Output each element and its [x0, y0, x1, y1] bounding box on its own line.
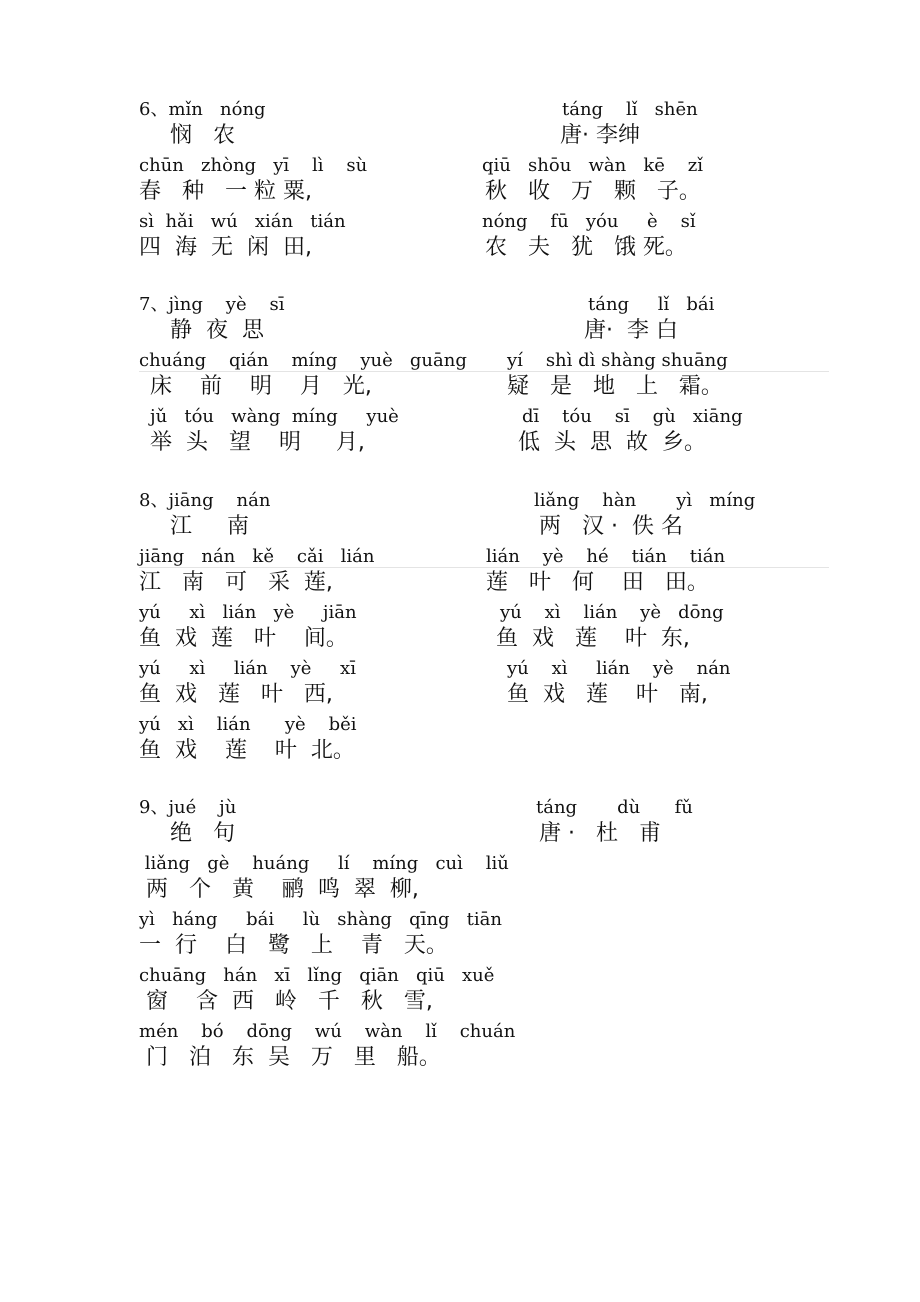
- line-text: 秋 收 万 颗 子。: [485, 179, 701, 204]
- line-text: 低 头 思 故 乡。: [518, 430, 706, 455]
- poem-title: 悯 农: [170, 123, 235, 148]
- line-pinyin: yú xì lián yè xī: [139, 658, 356, 679]
- line-pinyin: mén bó dōng wú wàn lǐ chuán: [139, 1021, 516, 1042]
- line-text: 莲 叶 何 田 田。: [486, 570, 709, 595]
- line-text: 举 头 望 明 月,: [150, 430, 365, 455]
- author-pinyin: liǎng hàn yì míng: [534, 490, 756, 511]
- poem-number-pinyin: 9、jué jù: [139, 797, 237, 818]
- line-text: 鱼 戏 莲 叶 东,: [496, 626, 690, 651]
- line-pinyin: chūn zhòng yī lì sù: [139, 155, 368, 176]
- author-pinyin: táng lǐ bái: [588, 294, 715, 315]
- line-text: 鱼 戏 莲 叶 北。: [139, 738, 355, 763]
- line-text: 四 海 无 闲 田,: [139, 235, 312, 260]
- line-pinyin: lián yè hé tián tián: [486, 546, 726, 567]
- line-text: 鱼 戏 莲 叶 南,: [507, 682, 708, 707]
- poem-number-pinyin: 7、jìng yè sī: [139, 294, 285, 315]
- line-pinyin: chuáng qián míng yuè guāng: [139, 350, 467, 371]
- line-text: 一 行 白 鹭 上 青 天。: [139, 933, 448, 958]
- line-pinyin: sì hǎi wú xián tián: [139, 211, 346, 232]
- author-pinyin: táng lǐ shēn: [562, 99, 698, 120]
- line-pinyin: jiāng nán kě cǎi lián: [139, 546, 375, 567]
- poem-number-pinyin: 8、jiāng nán: [139, 490, 271, 511]
- line-pinyin: yú xì lián yè nán: [507, 658, 731, 679]
- poem-author: 唐· 李 白: [584, 318, 678, 343]
- poem-title: 静 夜 思: [170, 318, 264, 343]
- poem-author: 唐· 李绅: [560, 123, 640, 148]
- divider: [139, 567, 829, 568]
- poem-title: 江 南: [170, 514, 249, 539]
- line-text: 鱼 戏 莲 叶 西,: [139, 682, 333, 707]
- line-text: 疑 是 地 上 霜。: [507, 374, 723, 399]
- line-pinyin: yí shì dì shàng shuāng: [507, 350, 728, 371]
- line-text: 鱼 戏 莲 叶 间。: [139, 626, 348, 651]
- line-pinyin: qiū shōu wàn kē zǐ: [482, 155, 704, 176]
- poem-number-pinyin: 6、mǐn nóng: [139, 99, 266, 120]
- line-pinyin: yú xì lián yè běi: [139, 714, 357, 735]
- poem-author: 唐 · 杜 甫: [539, 821, 661, 846]
- poem-author: 两 汉 · 佚 名: [539, 514, 683, 539]
- line-text: 窗 含 西 岭 千 秋 雪,: [139, 989, 433, 1014]
- line-text: 床 前 明 月 光,: [150, 374, 372, 399]
- line-text: 两 个 黄 鹂 鸣 翠 柳,: [139, 877, 419, 902]
- line-pinyin: yú xì lián yè dōng: [500, 602, 724, 623]
- line-text: 江 南 可 采 莲,: [139, 570, 333, 595]
- author-pinyin: táng dù fǔ: [536, 797, 693, 818]
- line-pinyin: chuāng hán xī lǐng qiān qiū xuě: [139, 965, 495, 986]
- line-pinyin: dī tóu sī gù xiāng: [522, 406, 743, 427]
- line-text: 农 夫 犹 饿 死。: [485, 235, 687, 260]
- line-pinyin: yì háng bái lù shàng qīng tiān: [139, 909, 502, 930]
- divider: [139, 371, 829, 372]
- line-pinyin: jǔ tóu wàng míng yuè: [150, 406, 399, 427]
- line-pinyin: nóng fū yóu è sǐ: [482, 211, 696, 232]
- line-text: 春 种 一 粒 粟,: [139, 179, 312, 204]
- line-pinyin: yú xì lián yè jiān: [139, 602, 357, 623]
- line-pinyin: liǎng gè huáng lí míng cuì liǔ: [139, 853, 509, 874]
- poem-title: 绝 句: [170, 821, 235, 846]
- line-text: 门 泊 东 吴 万 里 船。: [139, 1045, 441, 1070]
